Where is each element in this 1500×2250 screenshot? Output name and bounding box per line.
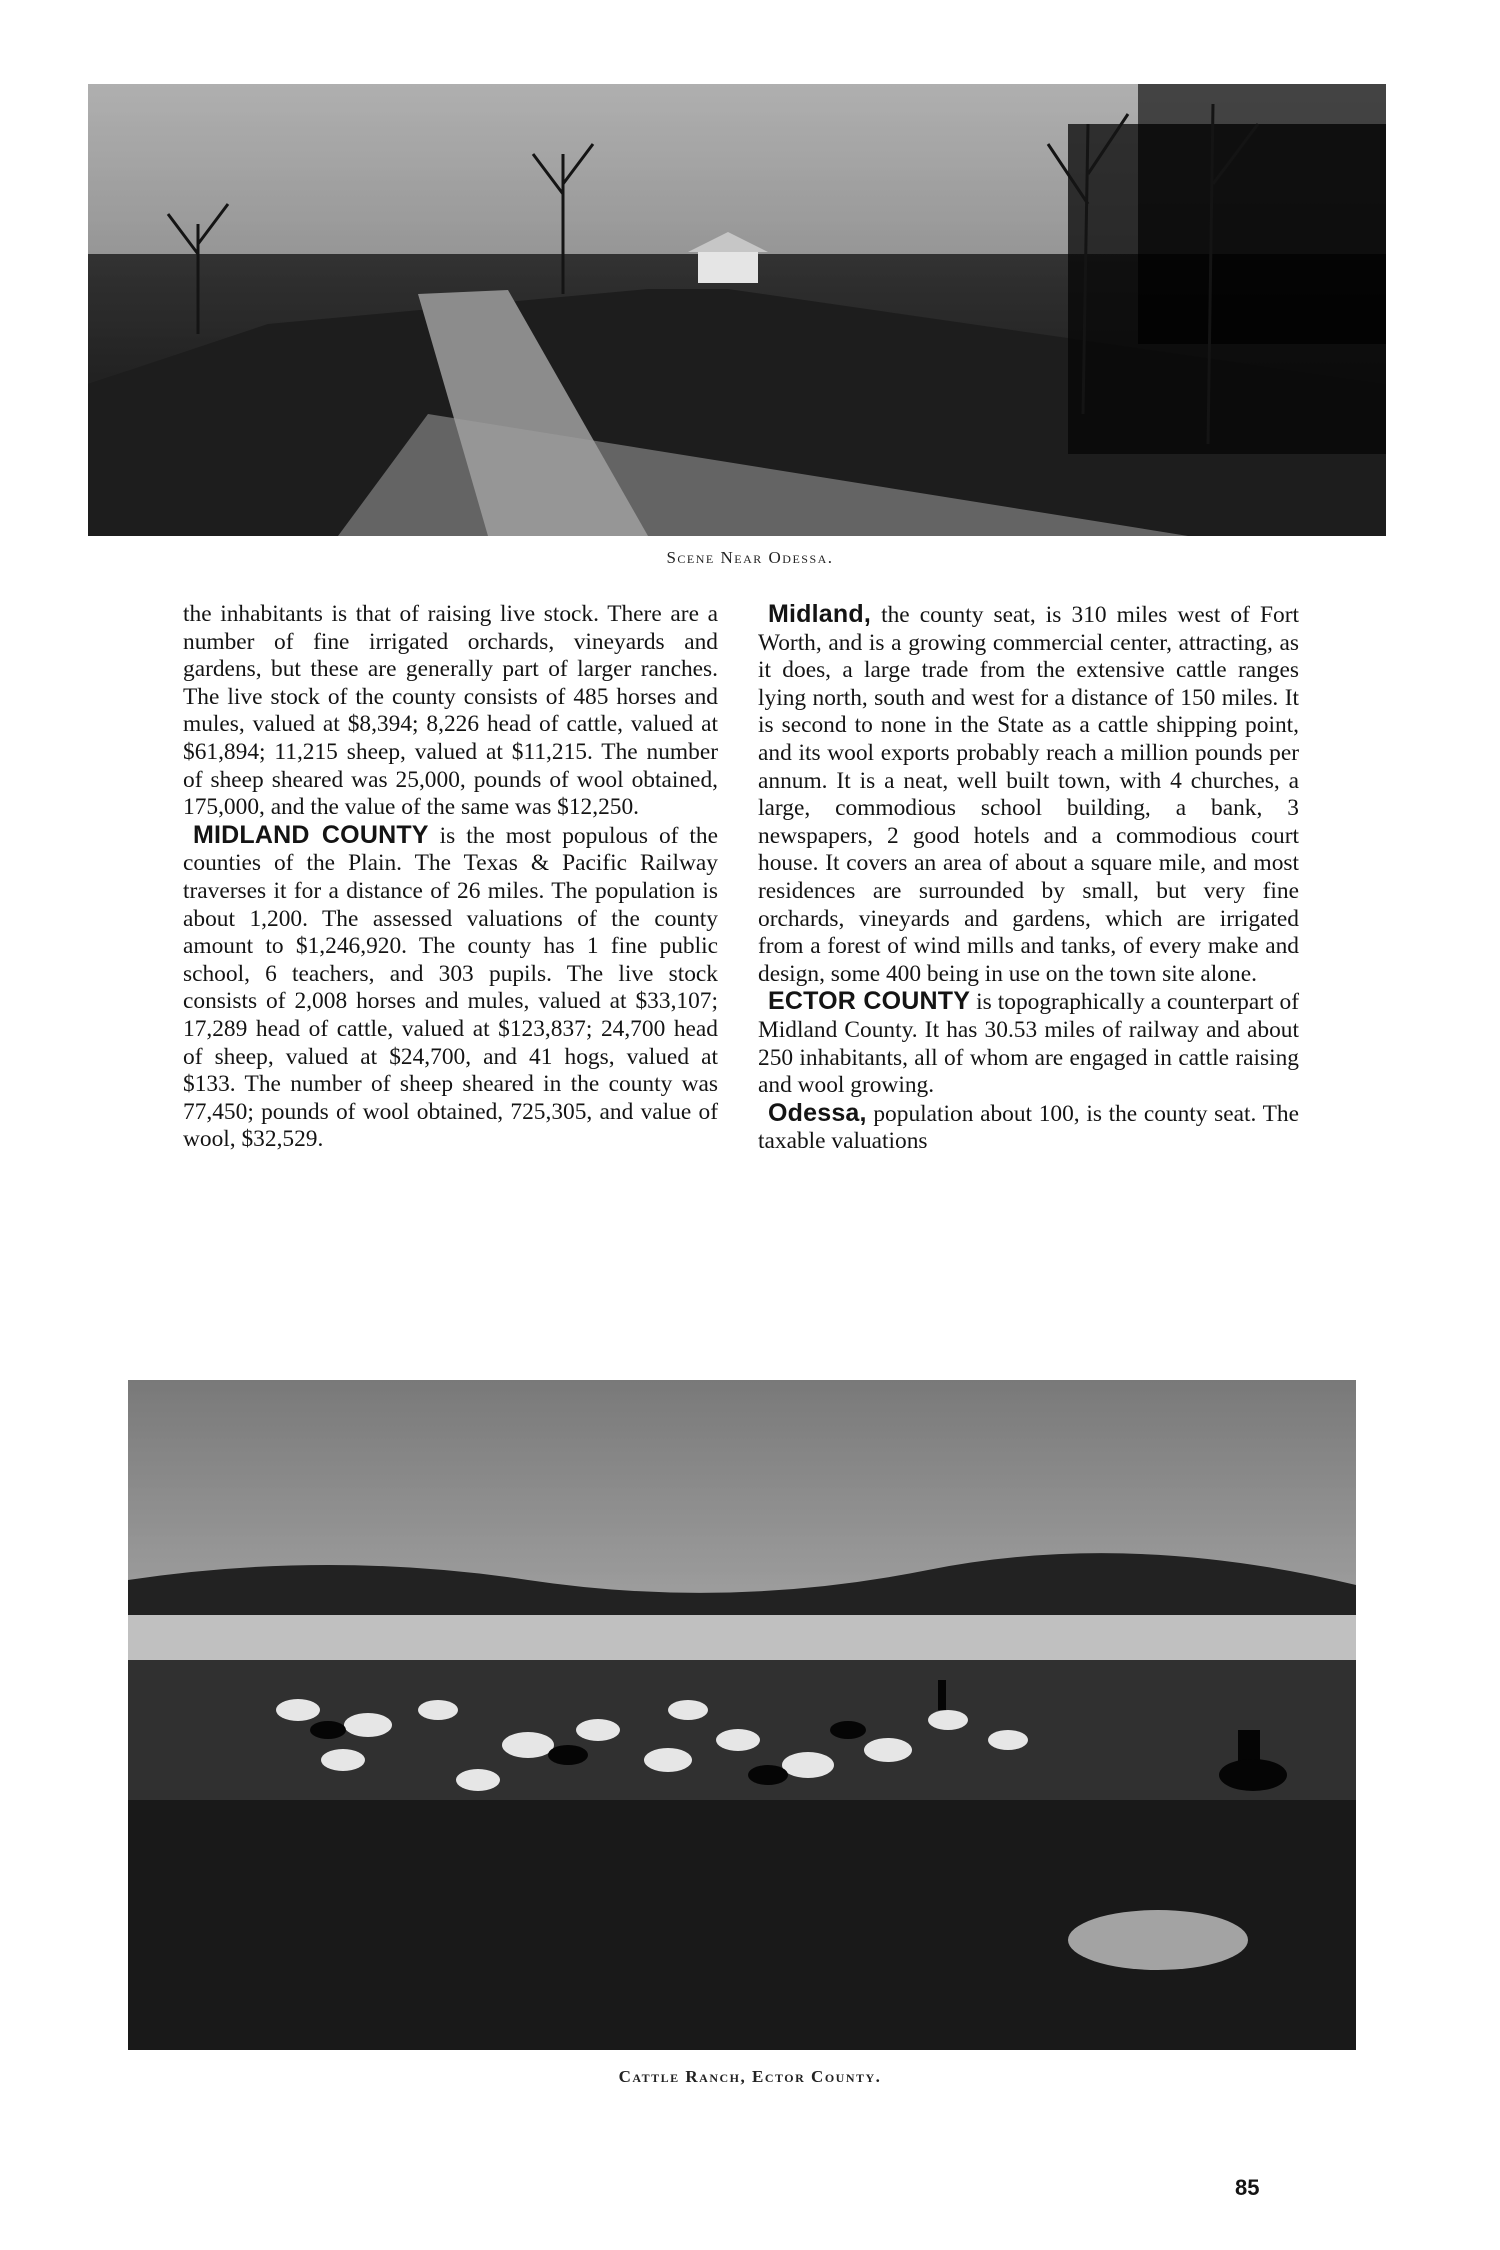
text-column-left (183, 601, 718, 1154)
page-number: 85 (1235, 2175, 1260, 2200)
heading-ector-county: ECTOR COUNTY (768, 987, 971, 1016)
midland-county-body: is the most populous of the counties of the Plain. The Texas & Pacific Railway traverses it for a distance of 26 miles. The population is about 1,200. The assessed valuations of the county amount to $1,246,920. The county has 1 fine public school, 6 teachers, and 303 pupils. The live stock consists of 2,008 horses and mules, valued at $33,107; 17,289 head of cattle, valued at $123,837; 24,700 head of sheep, valued at $24,700, and 41 hogs, valued at $133. The number of sheep sheared in the county was 77,450; pounds of wool obtained, 725,305, and value of wool, $32,529. (183, 822, 718, 1153)
heading-odessa: Odessa, (768, 1098, 867, 1127)
heading-midland-county: MIDLAND COUNTY (193, 820, 429, 849)
heading-midland-town: Midland, (768, 600, 871, 628)
odessa-scene-image (88, 84, 1386, 536)
photo-caption-bottom: Cattle Ranch, Ector County. (618, 2067, 882, 2086)
paragraph-ector-county (758, 988, 1299, 1099)
photo-caption-top: Scene Near Odessa. (666, 548, 834, 567)
odessa-body: population about 100, is the county seat. The taxable valuations (758, 1100, 1299, 1155)
paragraph-midland-town (758, 601, 1299, 988)
cattle-ranch-image (128, 1380, 1356, 2050)
midland-town-body: the county seat, is 310 miles west of Fort Worth, and is a growing commercial center, attracting, as it does, a large trade from the extensive cattle ranges lying north, south and west for a distance of 150 miles. It is second to none in the State as a cattle shipping point, and its wool exports probably reach a million pounds per annum. It is a neat, well built town, with 4 churches, a large, commodious school building, a bank, 3 newspapers, 2 good hotels and a commodious court house. It covers an area of about a square mile, and most residences are surrounded by small, but very fine orchards, vineyards and gardens, which are irrigated from a forest of wind mills and tanks, of every make and design, some 400 being in use on the town site alone. (758, 602, 1299, 987)
text-column-right (758, 601, 1299, 1156)
ector-county-body: is topographically a counterpart of Midland County. It has 30.53 miles of railway and about 250 inhabitants, all of whom are engaged in cattle raising and wool growing. (758, 989, 1299, 1099)
paragraph-live-stock: the inhabitants is that of raising live stock. There are a number of fine irrigated orchards, vineyards and gardens, but these are generally part of larger ranches. The live stock of the county consists of 485 horses and mules, valued at $8,394; 8,226 head of cattle, valued at $61,894; 11,215 sheep, valued at $11,215. The number of sheep sheared was 25,000, pounds of wool obtained, 175,000, and the value of the same was $12,250. (183, 601, 718, 821)
paragraph-odessa (758, 1100, 1299, 1156)
photo-cattle-ranch (128, 1380, 1356, 2050)
paragraph-midland-county (183, 822, 718, 1154)
photo-scene-near-odessa (88, 84, 1386, 536)
